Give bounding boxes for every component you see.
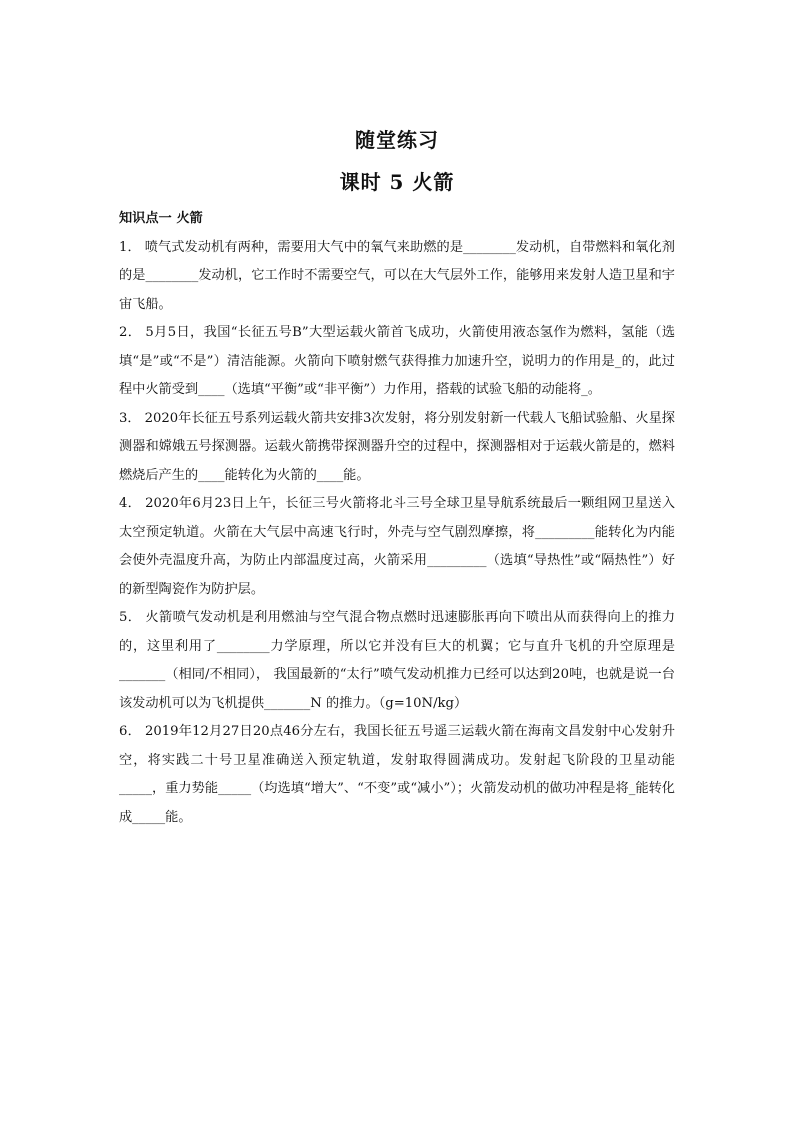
- question-2: [119, 319, 675, 405]
- question-number: 2．: [119, 325, 142, 340]
- question-text: 2020年6月23日上午，长征三号火箭将北斗三号全球卫星导航系统最后一颗组网卫星送入太空预定轨道。火箭在大气层中高速飞行时，外壳与空气剧烈摩擦，将_________能转化为内能会使外壳温度升高，为防止内部温度过高，火箭采用_________（选填“导热性”或“隔热性”）好的新型陶瓷作为防护层。: [119, 496, 676, 597]
- question-6: [119, 718, 675, 832]
- question-number: 5．: [119, 610, 142, 625]
- section-heading: 知识点一 火箭: [119, 211, 203, 226]
- exercise-content: [119, 205, 675, 832]
- question-4: [119, 490, 675, 604]
- question-text: 喷气式发动机有两种，需要用大气中的氧气来助燃的是________发动机，自带燃料和氧化剂的是________发动机，它工作时不需要空气，可以在大气层外工作，能够用来发射人造卫星和宇宙飞船。: [119, 239, 675, 312]
- question-number: 6．: [119, 724, 141, 739]
- question-3: [119, 405, 675, 491]
- question-number: 1．: [119, 239, 141, 255]
- question-text: 2019年12月27日20点46分左右，我国长征五号遥三运载火箭在海南文昌发射中心发射升空，将实践二十号卫星准确送入预定轨道，发射取得圆满成功。发射起飞阶段的卫星动能_____，重力势能_____（均选填“增大”、“不变”或“减小”）；火箭发动机的做功冲程是将_能转化成_____能。: [119, 724, 676, 825]
- question-5: [119, 604, 675, 718]
- question-text: 火箭喷气发动机是利用燃油与空气混合物点燃时迅速膨胀再向下喷出从而获得向上的推力的，这里利用了________力学原理，所以它并没有巨大的机翼；它与直升飞机的升空原理是_______（相同/不相同）， 我国最新的“太行”喷气发动机推力已经可以达到20吨，也就是说一台该发动机可以为飞机提供_______N 的推力。（g=10N/kg）: [119, 610, 676, 711]
- question-number: 3．: [119, 410, 141, 426]
- question-number: 4．: [119, 496, 142, 511]
- question-text: 2020年长征五号系列运载火箭共安排3次发射，将分别发射新一代载人飞船试验船、火星探测器和嫦娥五号探测器。运载火箭携带探测器升空的过程中，探测器相对于运载火箭是的，燃料燃烧后产生的____能转化为火箭的____能。: [119, 410, 675, 483]
- question-text: 5月5日，我国“长征五号B”大型运载火箭首飞成功，火箭使用液态氢作为燃料，氢能（选填“是”或“不是”）清洁能源。火箭向下喷射燃气获得推力加速升空，说明力的作用是_的，此过程中火箭受到____（选填“平衡”或“非平衡”）力作用，搭载的试验飞船的动能将_。: [119, 325, 676, 397]
- lesson-subtitle: 课时 5 火箭: [339, 170, 455, 194]
- question-1: [119, 234, 675, 320]
- page-title: 随堂练习: [355, 128, 439, 152]
